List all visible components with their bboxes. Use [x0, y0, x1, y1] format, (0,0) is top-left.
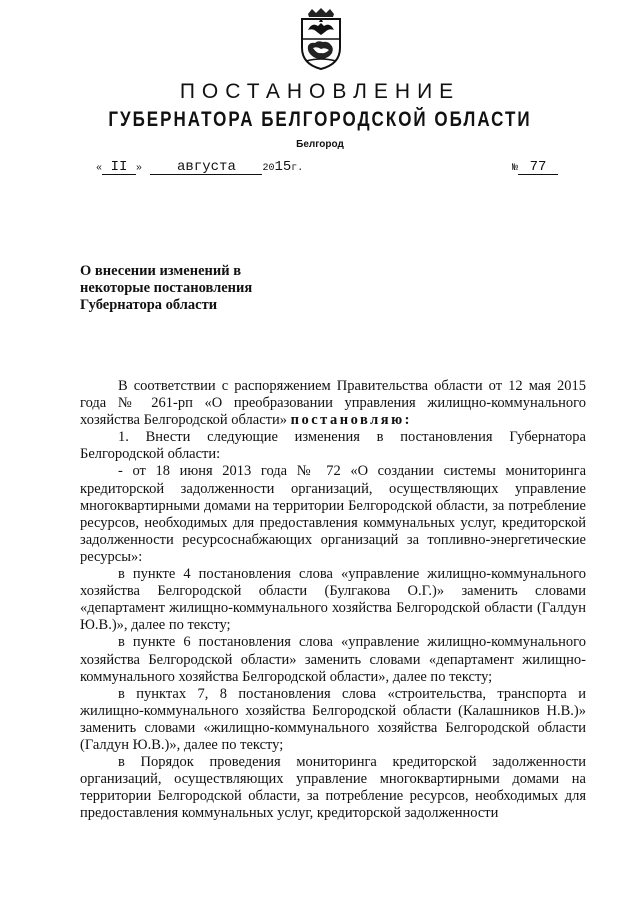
paragraph: в пункте 4 постановления слова «управление жилищно-коммунального хозяйства Белгородской области (Булгакова О.Г.)» заменить словами «департамент жилищно-коммунального хозяйства Белгородской области (Галдун Ю.В.)», далее по тексту; — [80, 566, 586, 634]
heading-line: О внесении изменений в — [80, 263, 242, 279]
date-close-quote: » — [136, 163, 143, 174]
document-type-title: ПОСТАНОВЛЕНИЕ — [179, 80, 461, 103]
intro-text: В соответствии с распоряжением Правительства области от 12 мая 2015 года № 261-рп «О преобразовании управления жилищно-коммунального хозяйства Белгородской области» — [80, 378, 586, 429]
decree-word: постановляю: — [290, 412, 412, 429]
document-number — [512, 159, 558, 175]
document-body — [80, 378, 586, 822]
paragraph: в Порядок проведения мониторинга кредиторской задолженности организаций, осуществляющих управление многоквартирными домами на территории Белгородской области, за потребление ресурсов, необходимых для предоставления коммунальных услуг, кредиторской задолженности — [80, 754, 586, 822]
number-value: 77 — [518, 160, 558, 175]
heading-line: Губернатора области — [80, 297, 218, 313]
city-name: Белгород — [296, 139, 344, 150]
date-open-quote: « — [96, 163, 103, 174]
document-heading — [80, 263, 320, 314]
coat-of-arms-icon — [296, 8, 346, 70]
paragraph: 1. Внести следующие изменения в постановления Губернатора Белгородской области: — [80, 429, 586, 463]
paragraph: в пунктах 7, 8 постановления слова «строительства, транспорта и жилищно-коммунального хозяйства Белгородской области (Калашников Н.В.)» заменить словами «жилищно-коммунального хозяйства Белгородской области (Галдун Ю.В.)», далее по тексту; — [80, 685, 586, 753]
date-day: II — [102, 160, 136, 175]
date-year-mark: г. — [291, 163, 304, 174]
date-line — [96, 159, 303, 175]
number-sign: № — [512, 163, 519, 174]
date-month: августа — [150, 160, 262, 175]
heading-line: некоторые постановления — [80, 280, 253, 296]
paragraph: - от 18 июня 2013 года № 72 «О создании системы мониторинга кредиторской задолженности организаций, осуществляющих управление многоквартирными домами на территории Белгородской области, за потребление ресурсов, необходимых для предоставления коммунальных услуг, кредиторской задолженности ресурсоснабжающих организаций за топливно-энергетические ресурсы»: — [80, 463, 586, 565]
date-year-prefix: 20 — [262, 163, 275, 174]
paragraph: в пункте 6 постановления слова «управление жилищно-коммунального хозяйства Белгородской области» заменить словами «департамент жилищно-коммунального хозяйства Белгородской области», далее по тексту; — [80, 634, 586, 685]
intro-paragraph — [80, 378, 586, 429]
date-year-suffix: 15 — [274, 159, 292, 175]
issuer-title: ГУБЕРНАТОРА БЕЛГОРОДСКОЙ ОБЛАСТИ — [108, 107, 532, 131]
